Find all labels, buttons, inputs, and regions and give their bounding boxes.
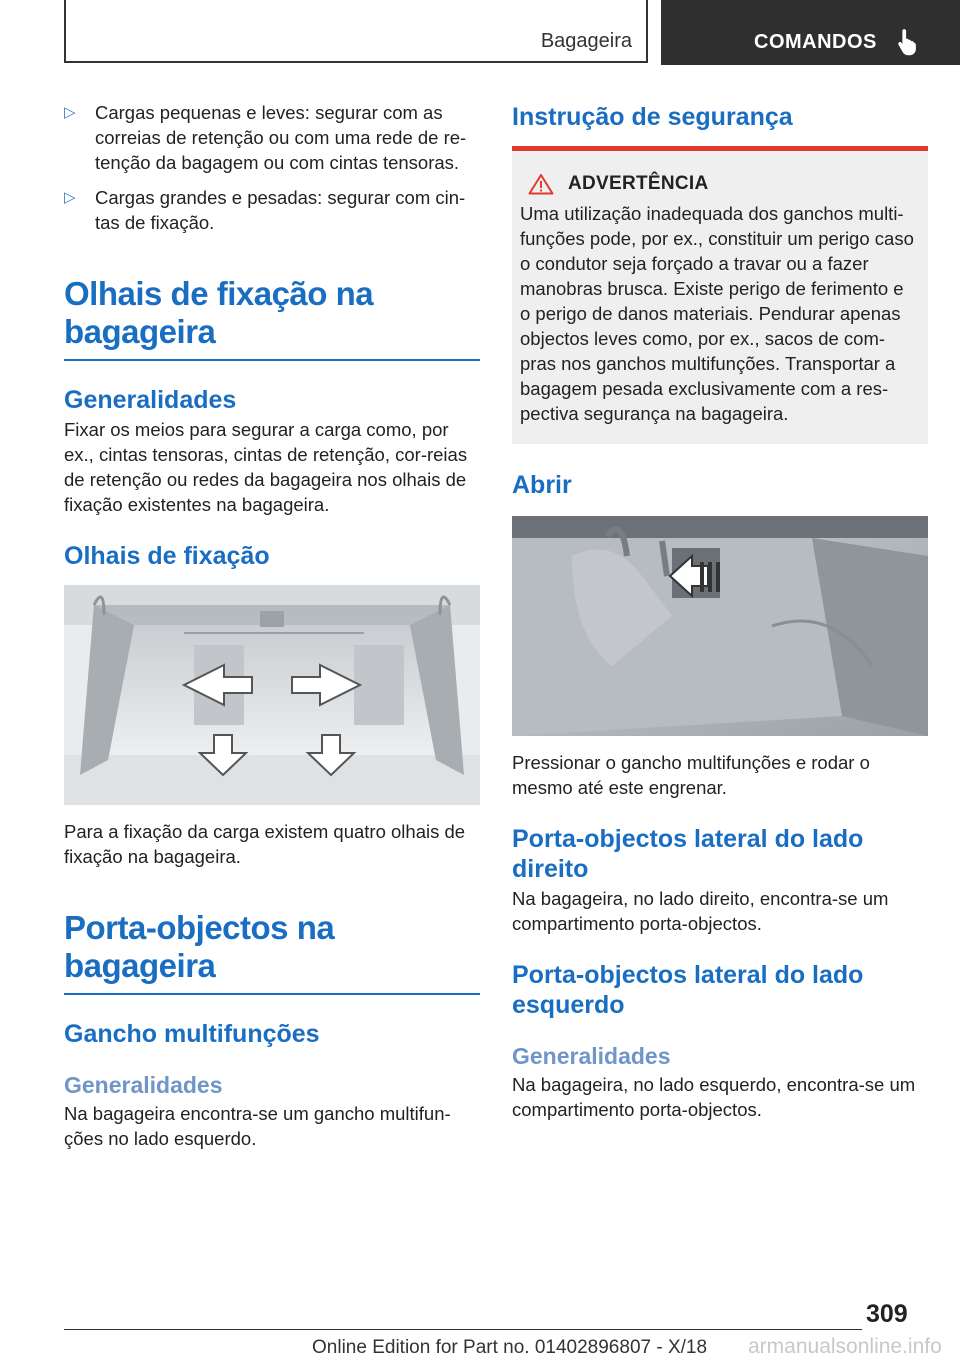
heading-instrucao-seguranca: Instrução de segurança bbox=[512, 103, 793, 131]
warning-triangle-icon bbox=[528, 173, 554, 195]
bullet-item bbox=[64, 100, 480, 175]
subheading-generalidades-esquerdo: Generalidades bbox=[512, 1043, 671, 1069]
warning-title: ADVERTÊNCIA bbox=[568, 173, 709, 194]
paragraph-generalidades: Fixar os meios para segurar a carga como, por ex., cintas tensoras, cintas de retenção, cor‐reias de retenção ou redes da bagageira nos olhais de fixação existentes na bagageira. bbox=[64, 419, 468, 515]
paragraph-olhais-fixacao: Para a fixação da carga existem quatro olhais de fixação na bagageira. bbox=[64, 821, 466, 867]
footer-divider bbox=[64, 1329, 862, 1330]
heading-porta-objectos-esquerdo: Porta-objectos lateral do lado esquerdo bbox=[512, 961, 864, 1019]
footer-edition: Online Edition for Part no. 01402896807 - X/18 bbox=[312, 1337, 708, 1358]
bullet-item bbox=[64, 185, 480, 235]
warning-text: Uma utilização inadequada dos ganchos multi‐funções pode, por ex., constituir um perigo caso o condutor seja forçado a travar ou a fazer manobras brusca. Existe perigo de ferimento e o perigo de danos materiais. Pendurar apenas objectos leves como, por ex., sacos de com‐pras nos ganchos multifunções. Transportar a bagagem pesada exclusivamente com a res‐pectiva segurança na bagageira. bbox=[520, 203, 914, 424]
heading-olhais-fixacao-bagageira: Olhais de fixação na bagageira bbox=[64, 275, 480, 361]
header-chapter-title: COMANDOS bbox=[754, 31, 877, 53]
page-number: 309 bbox=[866, 1300, 908, 1328]
header-section-title: Bagageira bbox=[540, 30, 632, 52]
paragraph-gancho-multifuncoes: Na bagageira encontra-se um gancho multifun‐ções no lado esquerdo. bbox=[64, 1103, 451, 1149]
heading-generalidades: Generalidades bbox=[64, 386, 237, 414]
page-header bbox=[0, 0, 960, 66]
multifunction-hook-photo bbox=[512, 516, 928, 736]
heading-porta-objectos-direito: Porta-objectos lateral do lado direito bbox=[512, 825, 864, 883]
heading-gancho-multifuncoes: Gancho multifunções bbox=[64, 1020, 320, 1048]
subheading-generalidades: Generalidades bbox=[64, 1072, 223, 1098]
bullet-text: Cargas pequenas e leves: segurar com as correias de retenção ou com uma rede de re‐tenção da bagagem ou com cintas tensoras. bbox=[95, 102, 467, 173]
paragraph-porta-objectos-direito: Na bagageira, no lado direito, encontra-se um compartimento porta-objectos. bbox=[512, 888, 889, 934]
page-footer bbox=[64, 1333, 960, 1362]
trunk-tie-down-photo bbox=[64, 585, 480, 805]
right-column bbox=[512, 100, 928, 1122]
bullet-marker-icon: ▷ bbox=[64, 104, 76, 121]
warning-box bbox=[512, 146, 928, 444]
heading-abrir: Abrir bbox=[512, 471, 572, 499]
warning-header bbox=[520, 173, 918, 195]
paragraph-abrir: Pressionar o gancho multifunções e rodar o mesmo até este engrenar. bbox=[512, 752, 870, 798]
bullet-text: Cargas grandes e pesadas: segurar com cin‐tas de fixação. bbox=[95, 187, 466, 233]
paragraph-porta-objectos-esquerdo: Na bagageira, no lado esquerdo, encontra-se um compartimento porta-objectos. bbox=[512, 1074, 916, 1120]
hand-pointer-icon bbox=[893, 26, 923, 56]
footer-watermark: armanualsonline.info bbox=[748, 1335, 942, 1358]
bullet-marker-icon: ▷ bbox=[64, 189, 76, 206]
heading-olhais-fixacao: Olhais de fixação bbox=[64, 542, 270, 570]
header-section-box bbox=[64, 0, 648, 63]
heading-porta-objectos-bagageira: Porta-objectos na bagageira bbox=[64, 909, 480, 995]
left-column bbox=[64, 100, 480, 1151]
